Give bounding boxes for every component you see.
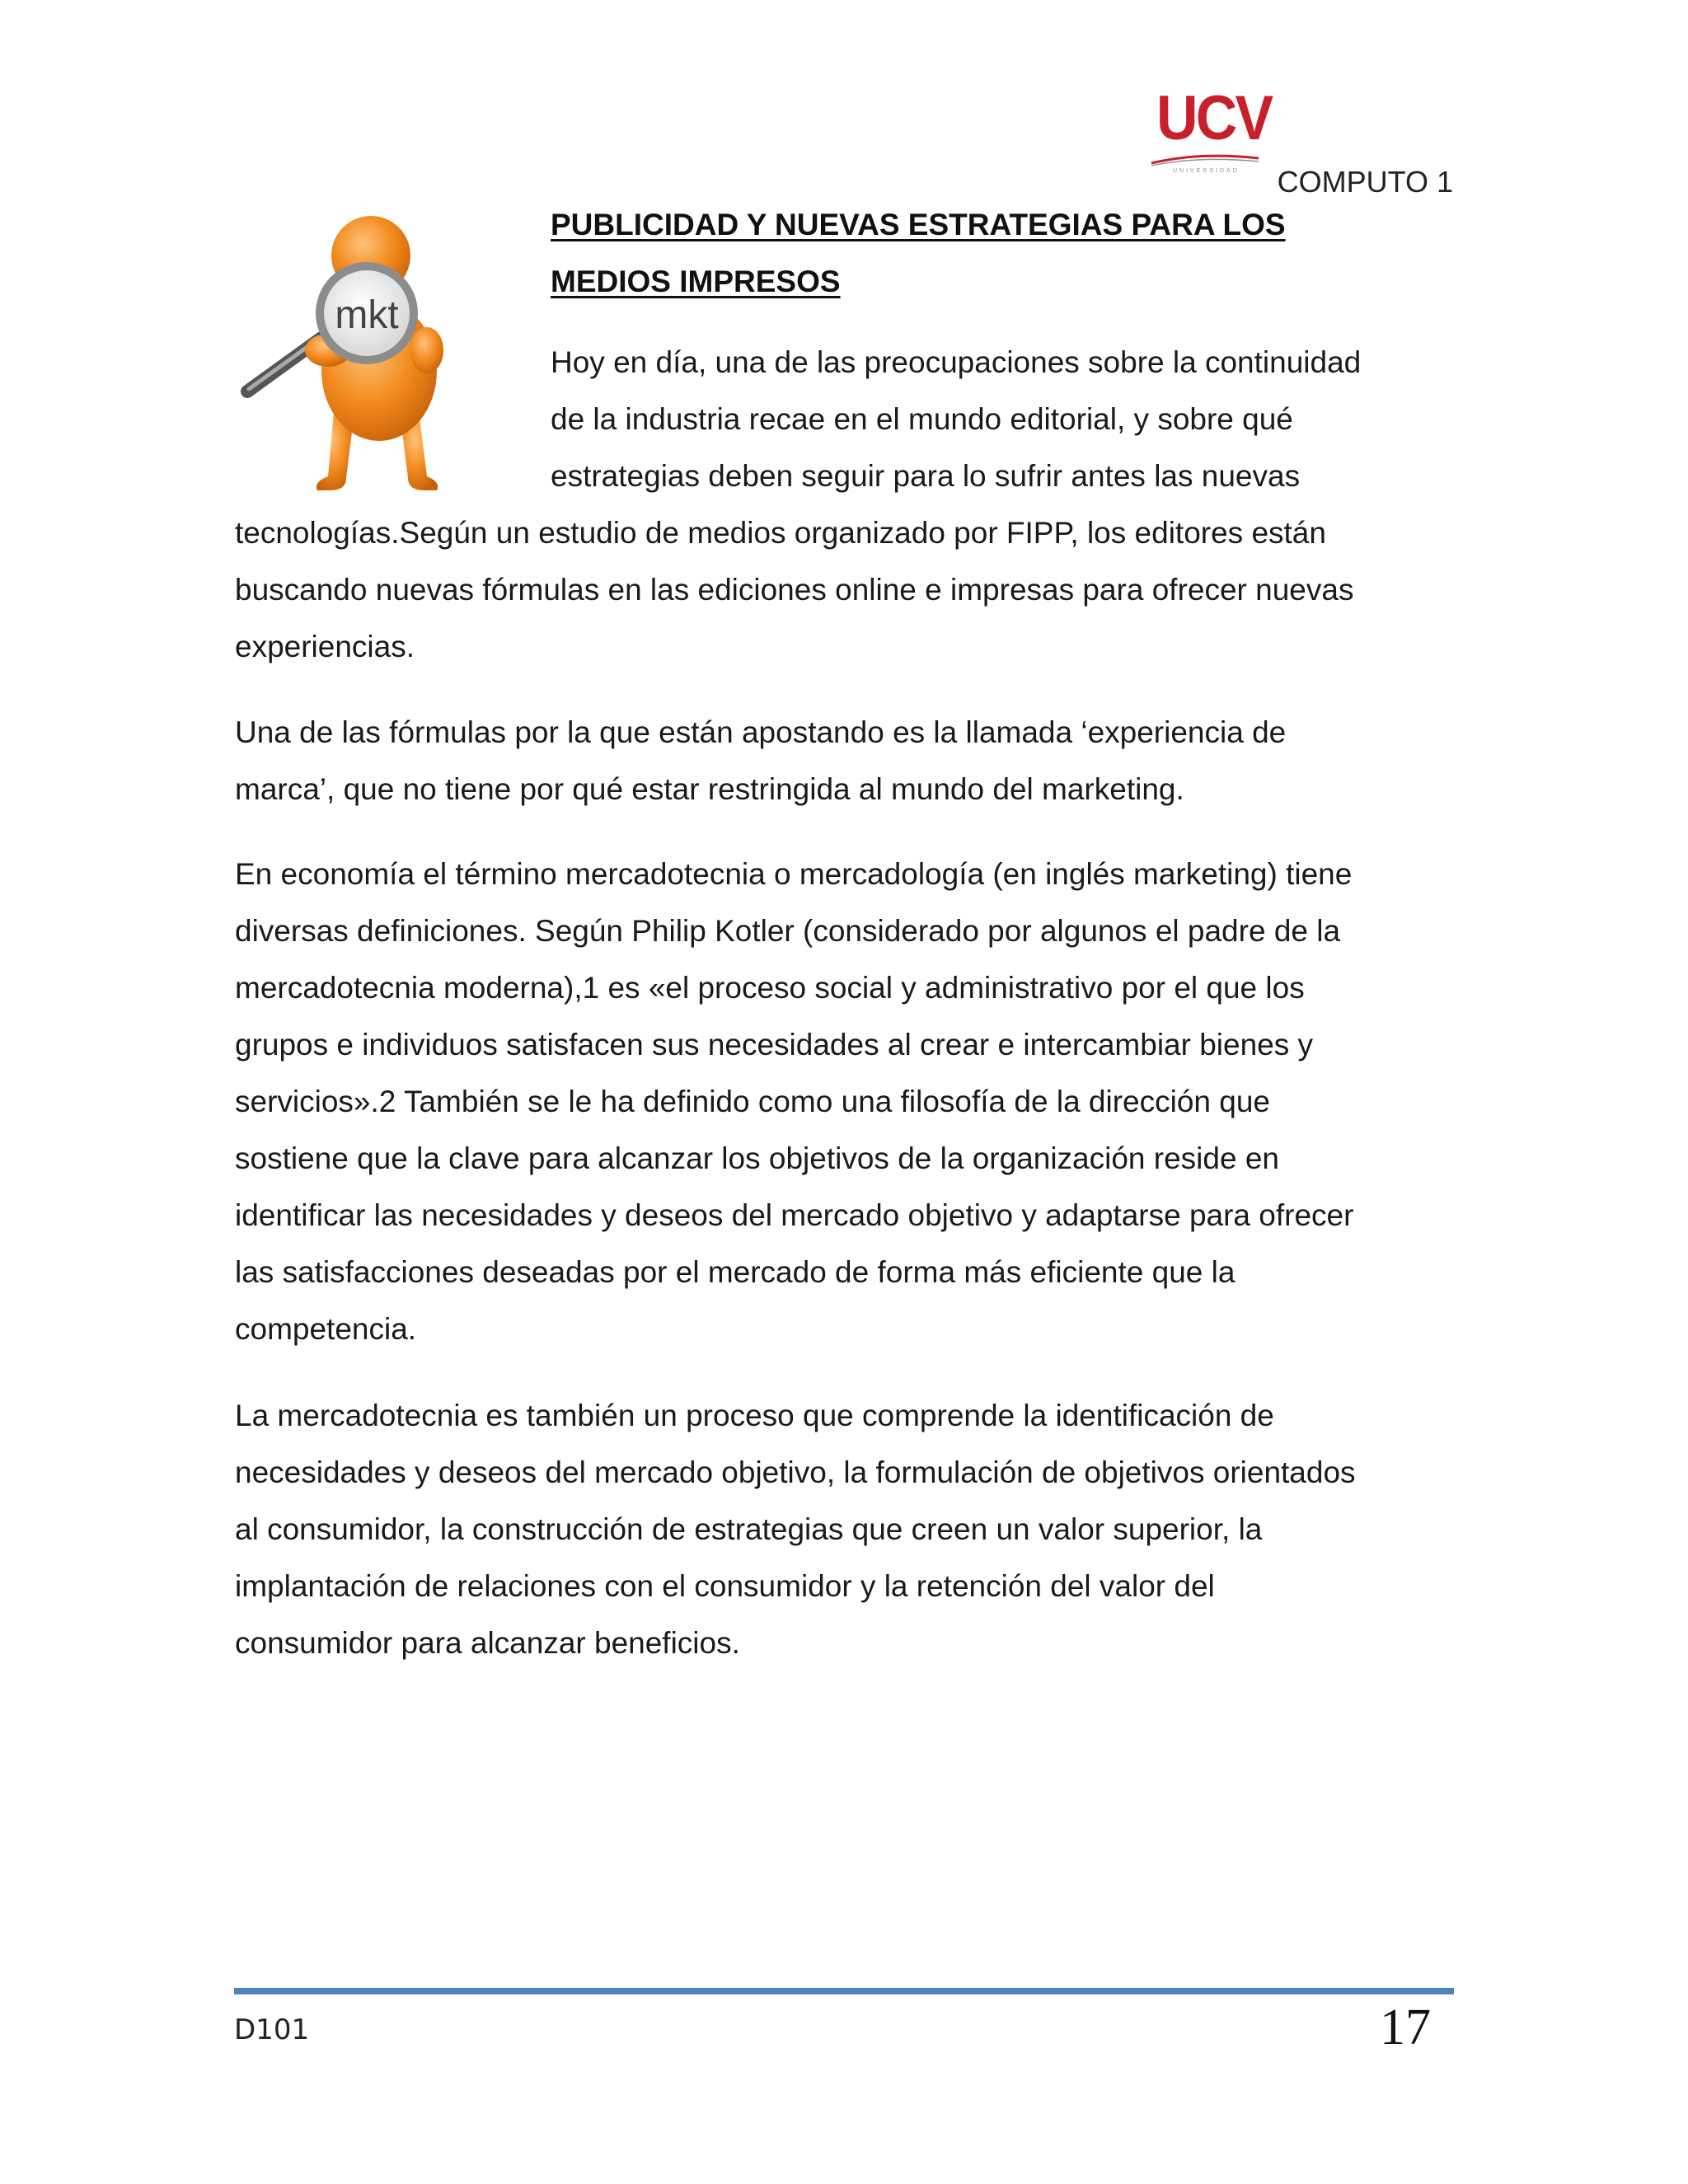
text-line: Hoy en día, una de las preocupaciones sobre la continuidad: [551, 345, 1362, 379]
lens-text: mkt: [335, 293, 399, 337]
text-line: de la industria recae en el mundo editorial, y sobre qué: [551, 402, 1293, 436]
course-label: COMPUTO 1: [1277, 165, 1453, 199]
text-line: servicios».2 También se le ha definido como una filosofía de la dirección que: [235, 1085, 1271, 1118]
text-line: Una de las fórmulas por la que están apostando es la llamada ‘experiencia de: [235, 715, 1287, 749]
text-line: mercadotecnia moderna),1 es «el proceso social y administrativo por el que los: [235, 971, 1305, 1005]
title-line: MEDIOS IMPRESOS: [551, 265, 841, 298]
text-line: sostiene que la clave para alcanzar los objetivos de la organización reside en: [235, 1141, 1279, 1175]
logo-subtext: UNIVERSIDAD: [1173, 168, 1240, 174]
text-line: competencia.: [235, 1312, 417, 1346]
text-line: marca’, que no tiene por qué estar restringida al mundo del marketing.: [235, 772, 1184, 806]
page-number: 17: [1380, 1999, 1431, 2055]
paragraph-mercadotecnia-proceso: [235, 1387, 1455, 1671]
text-line: diversas definiciones. Según Philip Kotler (considerado por algunos el padre de la: [235, 914, 1341, 948]
text-line: La mercadotecnia es también un proceso que comprende la identificación de: [235, 1399, 1274, 1432]
magnifier-mascot-icon: [231, 206, 519, 503]
text-line: tecnologías.Según un estudio de medios organizado por FIPP, los editores están: [235, 516, 1326, 550]
text-line: necesidades y deseos del mercado objetivo, la formulación de objetivos orientados: [235, 1455, 1356, 1489]
text-line: identificar las necesidades y deseos del mercado objetivo y adaptarse para ofrecer: [235, 1198, 1354, 1232]
article-title: [551, 196, 1474, 310]
text-line: consumidor para alcanzar beneficios.: [235, 1626, 740, 1660]
title-line: PUBLICIDAD Y NUEVAS ESTRATEGIAS PARA LOS: [551, 208, 1286, 241]
text-line: implantación de relaciones con el consumidor y la retención del valor del: [235, 1569, 1215, 1603]
text-line: En economía el término mercadotecnia o mercadología (en inglés marketing) tiene: [235, 857, 1353, 891]
text-line: experiencias.: [235, 630, 415, 663]
intro-paragraph-continued: [235, 504, 1455, 675]
paragraph-experiencia-marca: [235, 704, 1455, 818]
intro-paragraph: [551, 334, 1474, 504]
footer-divider: [234, 1988, 1454, 1994]
logo-swoosh-icon: [1150, 148, 1261, 168]
ucv-logo: [1150, 82, 1272, 181]
text-line: grupos e individuos satisfacen sus necesidades al crear e intercambiar bienes y: [235, 1028, 1314, 1062]
text-line: al consumidor, la construcción de estrategias que creen un valor superior, la: [235, 1512, 1263, 1546]
text-line: estrategias deben seguir para lo sufrir antes las nuevas: [551, 459, 1301, 493]
paragraph-mercadotecnia-definicion: [235, 846, 1455, 1357]
logo-text: UCV: [1156, 83, 1272, 153]
text-line: buscando nuevas fórmulas en las ediciones online e impresas para ofrecer nuevas: [235, 573, 1354, 607]
footer-code: D101: [234, 2013, 310, 2046]
text-line: las satisfacciones deseadas por el mercado de forma más eficiente que la: [235, 1255, 1236, 1289]
